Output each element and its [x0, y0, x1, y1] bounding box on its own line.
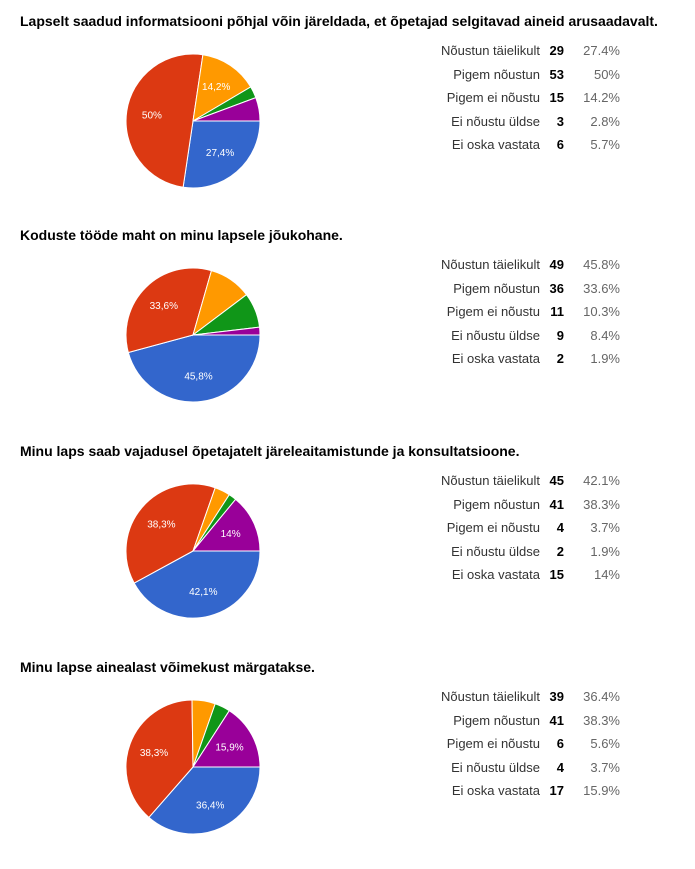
- chart-title: Minu lapse ainealast võimekust märgatakse.: [20, 659, 315, 675]
- legend-row: [380, 756, 640, 780]
- chart-block: [0, 659, 695, 869]
- legend-label: Nõustun täielikult: [441, 689, 540, 704]
- legend-percent: 33.6%: [583, 280, 620, 296]
- legend-percent: 3.7%: [590, 759, 620, 775]
- legend-row: [380, 86, 640, 110]
- legend-label: Ei nõustu üldse: [451, 759, 540, 775]
- legend-percent: 45.8%: [583, 257, 620, 272]
- legend-row: [380, 685, 640, 709]
- legend-row: [380, 732, 640, 756]
- legend-percent: 50%: [593, 66, 620, 82]
- legend-table: [380, 39, 640, 157]
- legend-percent: 1.9%: [590, 543, 620, 559]
- slice-label: 36,4%: [196, 800, 225, 812]
- legend-count: 2: [556, 543, 564, 559]
- legend-count: 3: [556, 113, 564, 129]
- legend-row: [380, 110, 640, 134]
- legend-count: 49: [549, 257, 564, 272]
- legend-table: [380, 469, 640, 587]
- legend-label: Pigem ei nõustu: [446, 90, 540, 105]
- legend-label: Ei oska vastata: [451, 567, 540, 582]
- pie-chart: [116, 690, 272, 846]
- legend-label: Ei nõustu üldse: [451, 543, 540, 559]
- legend-row: [380, 516, 640, 540]
- legend-percent: 14.2%: [583, 90, 620, 105]
- legend-row: [380, 300, 640, 324]
- legend-count: 41: [549, 496, 564, 512]
- pie-chart: [116, 258, 272, 414]
- legend-percent: 27.4%: [583, 43, 620, 58]
- slice-label: 14%: [220, 528, 241, 540]
- legend-count: 2: [556, 351, 564, 366]
- legend-percent: 36.4%: [583, 689, 620, 704]
- legend-row: [380, 277, 640, 301]
- legend-label: Pigem ei nõustu: [446, 304, 540, 319]
- legend-percent: 5.7%: [590, 137, 620, 152]
- legend-count: 15: [549, 90, 564, 105]
- legend-label: Pigem nõustun: [453, 280, 540, 296]
- legend-label: Pigem nõustun: [453, 66, 540, 82]
- legend-count: 39: [549, 689, 564, 704]
- slice-label: 33,6%: [149, 300, 178, 312]
- legend-count: 4: [556, 759, 564, 775]
- legend-label: Ei oska vastata: [451, 137, 540, 152]
- legend-table: [380, 253, 640, 371]
- legend-label: Ei nõustu üldse: [451, 327, 540, 343]
- slice-label: 27,4%: [205, 148, 235, 159]
- legend-count: 11: [550, 304, 564, 319]
- legend-label: Pigem nõustun: [453, 712, 540, 728]
- legend-percent: 38.3%: [583, 496, 620, 512]
- legend-row: [380, 779, 640, 803]
- legend-percent: 1.9%: [590, 351, 620, 366]
- legend-label: Nõustun täielikult: [441, 473, 540, 488]
- legend-count: 4: [556, 520, 564, 535]
- legend-row: [380, 324, 640, 348]
- legend-row: [380, 63, 640, 87]
- legend-row: [380, 709, 640, 733]
- legend-row: [380, 133, 640, 157]
- legend-count: 53: [549, 66, 564, 82]
- legend-count: 29: [549, 43, 564, 58]
- chart-title: Lapselt saadud informatsiooni põhjal võin järeldada, et õpetajad selgitavad aineid arusaadavalt.: [20, 13, 658, 29]
- legend-row: [380, 39, 640, 63]
- chart-title: Minu laps saab vajadusel õpetajatelt järeleaitamistunde ja konsultatsioone.: [20, 443, 520, 459]
- legend-label: Ei nõustu üldse: [451, 113, 540, 129]
- legend-percent: 10.3%: [583, 304, 620, 319]
- slice-label: 38,3%: [147, 519, 176, 531]
- slice-label: 45,8%: [184, 371, 213, 383]
- legend-table: [380, 685, 640, 803]
- legend-label: Nõustun täielikult: [441, 257, 540, 272]
- legend-percent: 5.6%: [590, 736, 620, 751]
- legend-label: Pigem ei nõustu: [446, 520, 540, 535]
- legend-label: Pigem nõustun: [453, 496, 540, 512]
- slice-label: 15,9%: [215, 742, 244, 754]
- legend-row: [380, 540, 640, 564]
- legend-row: [380, 253, 640, 277]
- legend-count: 41: [549, 712, 564, 728]
- chart-block: [0, 13, 695, 223]
- legend-percent: 3.7%: [590, 520, 620, 535]
- legend-count: 17: [549, 783, 564, 798]
- legend-row: [380, 347, 640, 371]
- legend-percent: 8.4%: [590, 327, 620, 343]
- chart-block: [0, 227, 695, 437]
- legend-percent: 14%: [593, 567, 620, 582]
- legend-row: [380, 493, 640, 517]
- legend-label: Nõustun täielikult: [441, 43, 540, 58]
- slice-label: 38,3%: [139, 748, 169, 760]
- pie-chart: [116, 474, 272, 630]
- pie-chart: [116, 44, 272, 200]
- legend-count: 15: [549, 567, 564, 582]
- legend-percent: 15.9%: [583, 783, 620, 798]
- legend-row: [380, 563, 640, 587]
- slice-label: 50%: [141, 110, 162, 122]
- legend-percent: 42.1%: [583, 473, 620, 488]
- legend-count: 45: [549, 473, 564, 488]
- slice-label: 42,1%: [189, 586, 218, 598]
- legend-count: 6: [556, 137, 564, 152]
- legend-count: 36: [549, 280, 564, 296]
- legend-percent: 38.3%: [583, 712, 620, 728]
- legend-label: Ei oska vastata: [451, 351, 540, 366]
- legend-row: [380, 469, 640, 493]
- slice-label: 14,2%: [202, 82, 231, 93]
- legend-percent: 2.8%: [590, 113, 620, 129]
- legend-label: Pigem ei nõustu: [446, 736, 540, 751]
- chart-block: [0, 443, 695, 653]
- legend-label: Ei oska vastata: [451, 783, 540, 798]
- legend-count: 9: [556, 327, 564, 343]
- legend-count: 6: [556, 736, 564, 751]
- chart-title: Koduste tööde maht on minu lapsele jõukohane.: [20, 227, 343, 243]
